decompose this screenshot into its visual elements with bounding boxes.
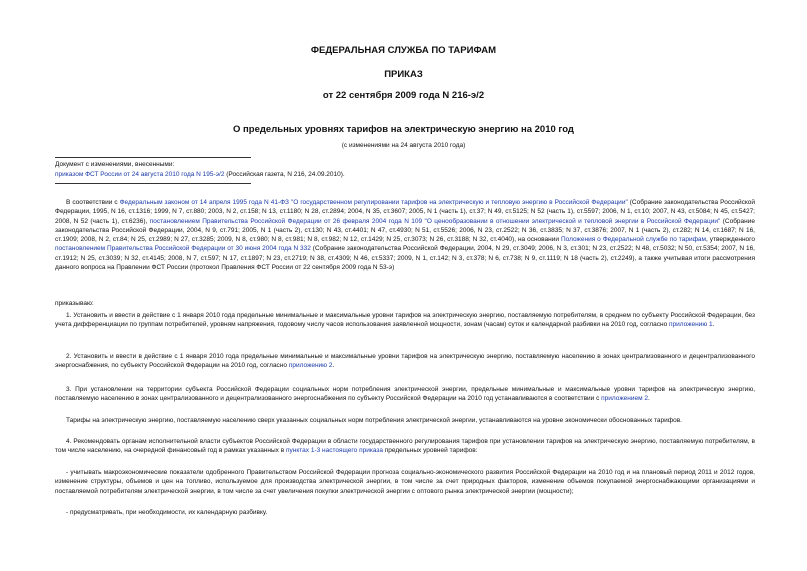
paragraph-3-text: 3. При установлении на территории субъекта Российской Федерации социальных норм потребления электрической энергии, предельные минимальные и максимальные уровни тарифов на электрическую энергию, поставляемую населению в зонах централизованного и децентрализованного энергоснабжения по субъекту Российской Федерации на 2010 год устанавливаются в соответствии с bbox=[55, 386, 755, 403]
agency-heading: ФЕДЕРАЛЬНАЯ СЛУЖБА ПО ТАРИФАМ bbox=[310, 45, 497, 56]
paragraph-2-text: 2. Установить и ввести в действие с 1 января 2010 года предельные минимальные и максимальные уровни тарифов на электрическую энергию, поставляемую населению в зонах централизованного и децентрализованного энергоснабжения, по субъекту Российской Федерации на 2010 год, согласно bbox=[55, 353, 755, 370]
bullet-1: - учитывать макроэкономические показатели одобренного Правительством Российской Федерации прогноза социально-экономического развития Российской Федерации на 2010 год и на плановый период 2011 и 2012 годов, изменение структуры, объемов и цен на топливо, используемое для производства электрической энергии, в том числе за счет природных факторов, изменение объемов покупаемой энергоснабжающими организациями и поставляемой потребителям электрической энергии, в том числе за счет увеличения покупки электрической энергии с оптового рынка электрической энергии (мощности); bbox=[55, 469, 755, 495]
points-1-3-link[interactable]: пунктах 1-3 настоящего приказа bbox=[285, 447, 383, 455]
preamble-text-2: (Собрание законодательства Российской Федерации, 1995, N 16, ст.1316; 1999, N 7, ст.880; 2003, N 2, ст.158; N 13, ст.1180; N 28, ст.2894; 2004, N 35, ст.3607; 2005, N 1 (часть 1), ст.37; N 49, ст.5125; N 52 (часть 1), ст.5597; 2006, N 1, ст.10; 2007, N 43, ст.5084; N 45, ст.5427; 2008, N 52 (часть 1), ст.6236), bbox=[55, 199, 756, 225]
paragraph-3-end: . bbox=[648, 395, 650, 403]
preamble-text-5: (Собрание законодательства Российской Федерации, 2004, N 29, ст.3049; 2006, N 3, ст.301; N 23, ст.2522; N 48, ст.5032; N 50, ст.5354; 2007, N 16, ст.1912; N 25, ст.3039; N 32, ст.4145; 2008, N 7, ст.597; N 17, ст.1897; N 23, ст.2719; N 38, ст.4309; N 46, ст.5337; 2009, N 1, ст.142; N 3, ст.378; N 6, ст.738; N 9, ст.1119; N 18 (часть 2), ст.2249), а также учитывая итоги рассмотрения данного вопроса на Правлении ФСТ России (протокол Правления ФСТ России от 22 сентября 2009 года N 53-э) bbox=[55, 245, 755, 272]
paragraph-4-text: 4. Рекомендовать органам исполнительной власти субъектов Российской Федерации в области государственного регулирования тарифов при установлении тарифов на электрическую энергию, поставляемую потребителям, в том числе населению, на очередной финансовый год в рамках указанных в bbox=[55, 438, 755, 455]
preamble-paragraph bbox=[55, 198, 755, 272]
amendment-note: (с изменениями на 24 августа 2010 года) bbox=[341, 142, 466, 149]
changes-line bbox=[55, 170, 755, 179]
bullet-2: - предусматривать, при необходимости, их календарную разбивку. bbox=[66, 509, 268, 516]
government-resolution-332-link[interactable]: постановлением Правительства Российской Федерации от 30 июня 2004 года N 332 bbox=[55, 245, 311, 253]
paragraph-2 bbox=[55, 352, 755, 371]
preamble-text-1: В соответствии с bbox=[66, 199, 120, 206]
doc-type-heading: ПРИКАЗ bbox=[384, 69, 423, 80]
paragraph-2-end: . bbox=[332, 362, 335, 370]
fst-regulation-link[interactable]: Положения о Федеральной службе по тарифам bbox=[560, 236, 707, 244]
paragraph-1 bbox=[55, 311, 755, 330]
order-word: приказываю: bbox=[55, 300, 94, 307]
federal-law-link[interactable]: Федеральным законом от 14 апреля 1995 года N 41-ФЗ "О государственном регулировании тарифов на электрическую и тепловую энергию в Российской Федерации" bbox=[119, 199, 628, 206]
paragraph-3 bbox=[55, 385, 755, 404]
preamble-text-3: (Собрание законодательства Российской Федерации, 2004, N 9, ст.791; 2005, N 1 (часть 2), ст.130; N 43, ст.4401; N 47, ст.4930; N 51, ст.5526; 2006, N 23, ст.2522; N 36, ст.3835; N 37, ст.3876; 2007, N 1 (часть 2), ст.282; N 14, ст.1687; N 16, ст.1909; 2008, N 2, ст.84; N 25, ст.2989; N 27, ст.3285; 2009, N 8, ст.980; N 8, ст.981; N 8, ст.982; N 12, ст.1429; N 25, ст.3073; N 26, ст.3188; N 32, ст.4040), на основании bbox=[55, 217, 755, 244]
appendix-2-link[interactable]: приложению 2 bbox=[288, 362, 333, 370]
appendix-1-link[interactable]: приложению 1 bbox=[669, 321, 713, 329]
government-resolution-109-link[interactable]: постановлением Правительства Российской Федерации от 26 февраля 2004 года N 109 "О ценообразовании в отношении электрической и тепловой энергии в Российской Федерации" bbox=[149, 217, 721, 225]
paragraph-1-text: 1. Установить и ввести в действие с 1 января 2010 года предельные минимальные и максимальные уровни тарифов на электрическую энергию, поставляемую потребителям, в среднем по субъекту Российской Федерации, без учета дифференциации по группам потребителей, уровням напряжения, годовому числу часов использования заявленной мощности, зонам (часам) суток и календарной разбивки на 2010 год, согласно bbox=[55, 312, 755, 329]
changes-label: Документ с изменениями, внесенными: bbox=[55, 161, 175, 168]
paragraph-4 bbox=[55, 437, 755, 456]
changes-top-rule bbox=[55, 157, 251, 158]
preamble-text-4: , утвержденного bbox=[706, 236, 755, 244]
paragraph-1-end: . bbox=[712, 321, 715, 329]
appendix-2-link-2[interactable]: приложением 2 bbox=[601, 395, 649, 403]
document-title: О предельных уровнях тарифов на электрическую энергию на 2010 год bbox=[233, 124, 574, 135]
changes-bottom-rule bbox=[55, 183, 251, 184]
paragraph-4-end: предельных уровней тарифов: bbox=[382, 447, 478, 455]
paragraph-3b: Тарифы на электрическую энергию, поставляемую населению сверх указанных социальных норм потребления электрической энергии, устанавливаются на уровне экономически обоснованных тарифов. bbox=[66, 417, 682, 424]
changes-source: (Российская газета, N 216, 24.09.2010). bbox=[224, 171, 345, 178]
date-number-heading: от 22 сентября 2009 года N 216-э/2 bbox=[322, 90, 485, 101]
amending-order-link[interactable]: приказом ФСТ России от 24 августа 2010 года N 195-э/2 bbox=[55, 171, 225, 178]
